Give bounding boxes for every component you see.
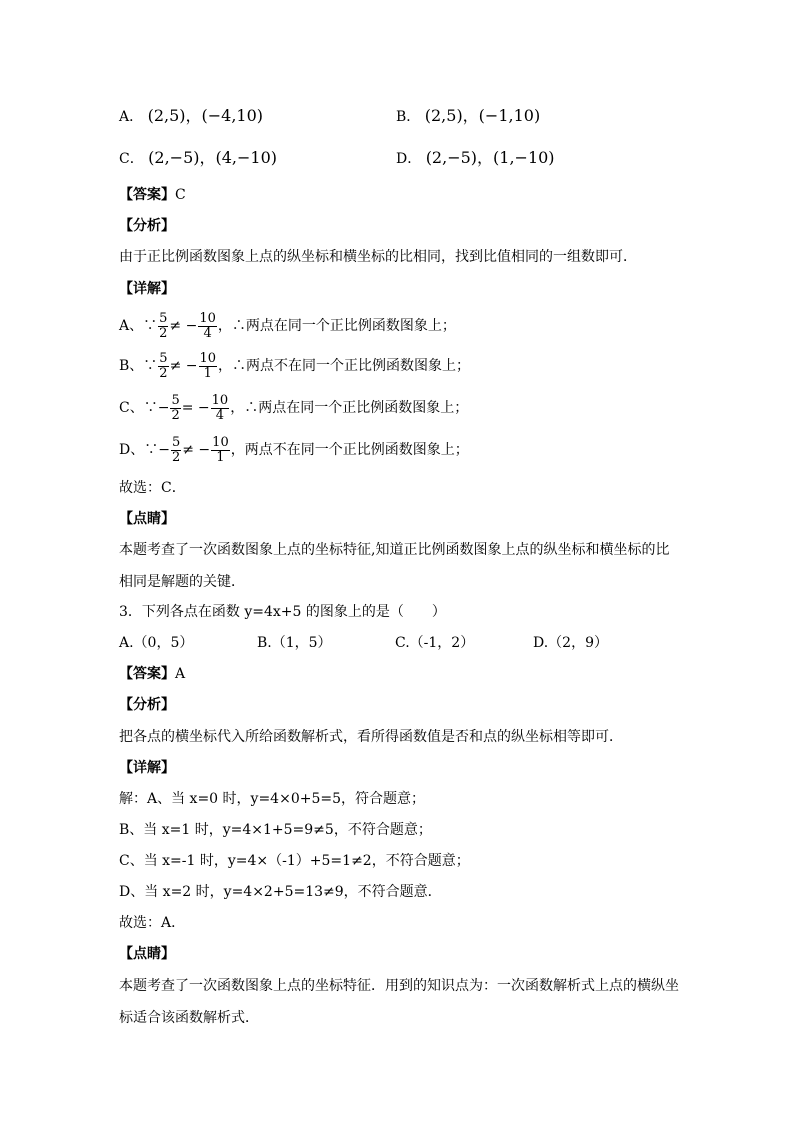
q2-detail-line-a bbox=[119, 306, 456, 346]
option-a bbox=[119, 106, 263, 127]
q3-stem: 3．下列各点在函数 y=4x+5 的图象上的是（ ） bbox=[119, 604, 446, 620]
detail-prefix: D、∵ bbox=[119, 442, 159, 458]
fraction-left bbox=[158, 352, 168, 381]
q2-detail-line-d bbox=[119, 430, 469, 470]
option-a-label: A． bbox=[119, 109, 144, 125]
q3-comment-heading: 【点睛】 bbox=[119, 946, 175, 962]
fraction-right bbox=[199, 352, 218, 381]
q3-detail-line-a: 解：A、当 x=0 时，y=4×0+5=5，符合题意； bbox=[119, 791, 426, 807]
q3-detail-line-d: D、当 x=2 时，y=4×2+5=13≠9，不符合题意． bbox=[119, 884, 442, 900]
option-d-label: D． bbox=[396, 151, 422, 167]
q2-conclusion: 故选：C． bbox=[119, 480, 186, 496]
fraction-numerator: 10 bbox=[199, 350, 217, 366]
detail-relation: = − bbox=[181, 400, 210, 416]
fraction-numerator: 5 bbox=[171, 392, 180, 408]
fraction-numerator: 5 bbox=[159, 310, 168, 326]
fraction-numerator: 5 bbox=[171, 434, 181, 450]
option-c-math: (2,−5)，(4,−10) bbox=[148, 148, 278, 167]
detail-suffix: ，∴两点在同一个正比例函数图象上； bbox=[217, 318, 456, 334]
fraction-denominator: 4 bbox=[203, 325, 212, 341]
q2-analysis-text: 由于正比例函数图象上点的纵坐标和横坐标的比相同，找到比值相同的一组数即可． bbox=[119, 249, 637, 265]
fraction-numerator: 5 bbox=[159, 350, 168, 366]
detail-sign: − bbox=[158, 442, 170, 458]
option-c bbox=[119, 148, 277, 169]
fraction-numerator: 10 bbox=[212, 434, 229, 450]
option-d-math: (2,−5)，(1,−10) bbox=[425, 148, 555, 167]
q3-detail-heading: 【详解】 bbox=[119, 760, 175, 776]
detail-suffix: ，∴两点不在同一个正比例函数图象上； bbox=[218, 358, 471, 374]
q2-comment-line-2: 相同是解题的关键． bbox=[119, 574, 245, 590]
q2-comment-line-1: 本题考查了一次函数图象上点的坐标特征,知道正比例函数图象上点的纵坐标和横坐标的比 bbox=[119, 542, 670, 558]
detail-prefix: A、∵ bbox=[119, 318, 158, 334]
fraction-left bbox=[171, 436, 181, 465]
fraction-denominator: 2 bbox=[159, 325, 168, 341]
q3-option-c: C.（-1，2） bbox=[395, 635, 475, 651]
q2-comment-heading: 【点睛】 bbox=[119, 511, 175, 527]
q3-option-a: A.（0，5） bbox=[119, 635, 194, 651]
detail-relation: ≠ − bbox=[169, 318, 198, 334]
q2-analysis-heading: 【分析】 bbox=[119, 218, 175, 234]
detail-suffix: ，两点不在同一个正比例函数图象上； bbox=[230, 442, 469, 458]
detail-prefix: B、∵ bbox=[119, 358, 158, 374]
q3-analysis-heading: 【分析】 bbox=[119, 697, 175, 713]
detail-prefix: C、∵ bbox=[119, 400, 158, 416]
q3-answer-line bbox=[119, 664, 185, 684]
detail-relation: ≠ − bbox=[182, 442, 211, 458]
fraction-denominator: 4 bbox=[215, 407, 225, 423]
q3-answer-value: A bbox=[175, 666, 186, 682]
fraction-denominator: 2 bbox=[171, 449, 181, 465]
q3-comment-line-2: 标适合该函数解析式． bbox=[119, 1010, 259, 1026]
fraction-denominator: 1 bbox=[203, 365, 212, 381]
q3-comment-line-1: 本题考查了一次函数图象上点的坐标特征．用到的知识点为：一次函数解析式上点的横纵坐 bbox=[119, 978, 679, 994]
detail-sign: − bbox=[157, 400, 170, 416]
option-b-math: (2,5)，(−1,10) bbox=[424, 106, 541, 125]
fraction-numerator: 10 bbox=[211, 392, 229, 408]
fraction-left bbox=[158, 312, 168, 341]
option-d bbox=[396, 148, 555, 169]
detail-relation: ≠ − bbox=[169, 358, 198, 374]
q2-detail-line-c bbox=[119, 388, 468, 428]
option-c-label: C． bbox=[119, 151, 144, 167]
q2-answer-value: C bbox=[175, 187, 186, 203]
fraction-right bbox=[211, 394, 230, 423]
fraction-numerator: 10 bbox=[199, 310, 216, 326]
q3-options bbox=[119, 633, 608, 653]
option-a-math: (2,5)，(−4,10) bbox=[147, 106, 264, 125]
option-b bbox=[396, 106, 540, 127]
q3-option-d: D.（2，9） bbox=[533, 635, 608, 651]
q2-answer-line bbox=[119, 185, 186, 205]
fraction-left bbox=[170, 394, 180, 423]
detail-suffix: ，∴两点在同一个正比例函数图象上； bbox=[230, 400, 469, 416]
q2-detail-line-b bbox=[119, 346, 470, 386]
q3-conclusion: 故选：A． bbox=[119, 915, 186, 931]
fraction-denominator: 2 bbox=[171, 407, 180, 423]
option-b-label: B． bbox=[396, 109, 421, 125]
q3-detail-line-c: C、当 x=-1 时，y=4×（-1）+5=1≠2，不符合题意； bbox=[119, 853, 470, 869]
q3-answer-heading: 【答案】 bbox=[119, 666, 175, 682]
fraction-denominator: 2 bbox=[159, 365, 168, 381]
fraction-right bbox=[198, 312, 217, 341]
q3-analysis-text: 把各点的横坐标代入所给函数解析式，看所得函数值是否和点的纵坐标相等即可． bbox=[119, 729, 623, 745]
fraction-right bbox=[211, 436, 230, 465]
fraction-denominator: 1 bbox=[216, 449, 225, 465]
q3-option-b: B.（1，5） bbox=[257, 635, 332, 651]
q3-detail-line-b: B、当 x=1 时，y=4×1+5=9≠5，不符合题意； bbox=[119, 822, 432, 838]
q2-detail-heading: 【详解】 bbox=[119, 281, 175, 297]
q2-answer-heading: 【答案】 bbox=[119, 187, 175, 203]
